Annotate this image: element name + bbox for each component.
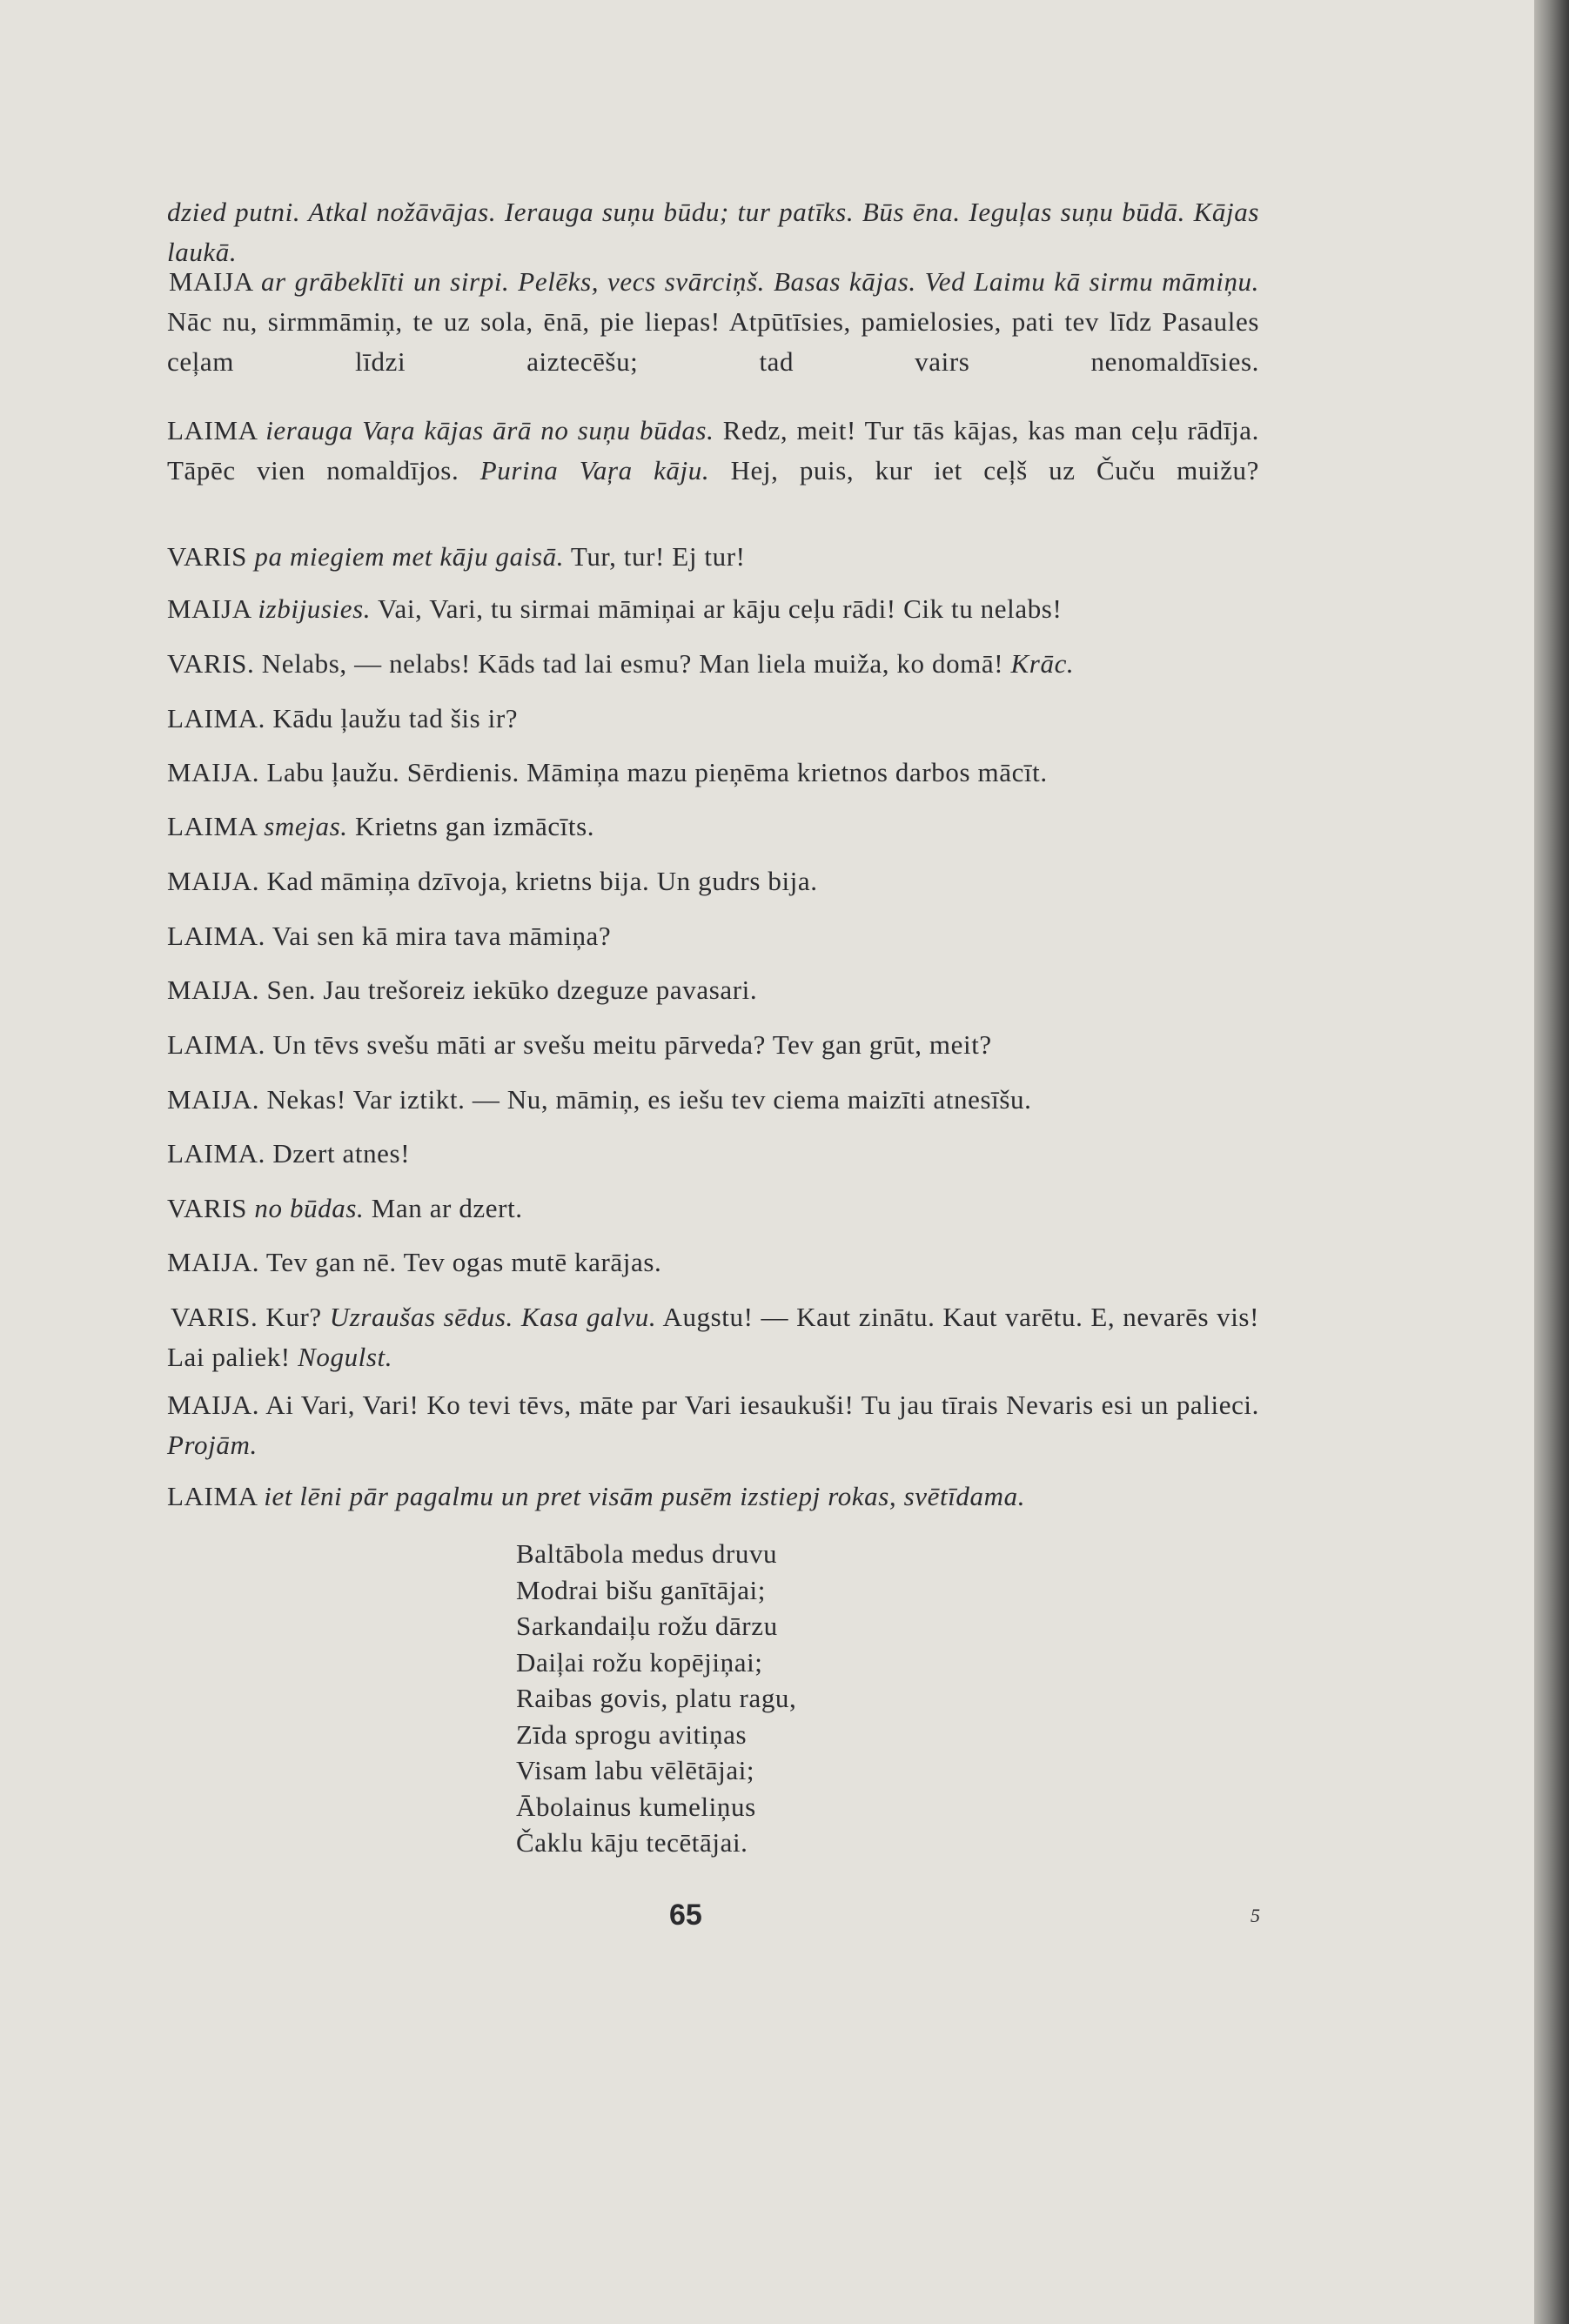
speech: Augstu! — Kaut zinātu. Kaut varētu. E, nevarēs vis! Lai paliek!: [167, 1302, 1259, 1372]
speaker-name: VARIS.: [171, 1302, 258, 1332]
speech: Dzert atnes!: [272, 1138, 411, 1169]
speech: Tev gan nē. Tev ogas mutē karājas.: [265, 1247, 662, 1277]
dialogue-paragraph: [167, 1385, 1259, 1465]
dialogue-paragraph: [167, 589, 1062, 629]
dialogue-paragraph: [167, 262, 1259, 382]
speech: Sen. Jau trešoreiz iekūko dzeguze pavasari.: [266, 974, 758, 1005]
stage-direction: Nogulst.: [298, 1342, 393, 1372]
speech: Vai sen kā mira tava māmiņa?: [272, 921, 612, 951]
dialogue-paragraph: [167, 1189, 523, 1229]
poem-verse: [516, 1536, 796, 1861]
speech: Kur?: [265, 1302, 322, 1332]
speaker-name: MAIJA.: [167, 1247, 260, 1277]
dialogue-paragraph: [167, 916, 611, 956]
speech: Kādu ļaužu tad šis ir?: [272, 703, 519, 733]
poem-line: Ābolainus kumeliņus: [516, 1791, 756, 1822]
poem-line: Čaklu kāju tecētājai.: [516, 1827, 748, 1858]
speaker-name: MAIJA: [169, 266, 253, 297]
speech: Un tēvs svešu māti ar svešu meitu pārveda? Tev gan grūt, meit?: [272, 1029, 992, 1060]
page-edge-shadow: [1534, 0, 1569, 2324]
stage-direction: dzied putni. Atkal nožāvājas. Ierauga suņu būdu; tur patīks. Būs ēna. Ieguļas suņu būdā. Kājas laukā.: [167, 197, 1259, 267]
speech: Hej, puis, kur iet ceļš uz Čuču muižu?: [730, 455, 1260, 486]
speaker-name: MAIJA: [167, 593, 251, 624]
speaker-name: MAIJA.: [167, 757, 260, 787]
speaker-name: MAIJA.: [167, 1084, 260, 1115]
dialogue-paragraph: [167, 411, 1259, 491]
stage-direction: ierauga Vaŗa kājas ārā no suņu būdas.: [265, 415, 714, 445]
poem-line: Raibas govis, platu ragu,: [516, 1683, 797, 1713]
speech: Nekas! Var iztikt. — Nu, māmiņ, es iešu tev ciema maizīti atnesīšu.: [266, 1084, 1032, 1115]
speaker-name: MAIJA.: [167, 974, 260, 1005]
poem-line: Sarkandaiļu rožu dārzu: [516, 1611, 778, 1641]
poem-line: Zīda sprogu avitiņas: [516, 1718, 748, 1750]
speaker-name: VARIS.: [167, 648, 255, 679]
dialogue-paragraph: [167, 1080, 1031, 1120]
stage-direction: no būdas.: [254, 1193, 365, 1223]
speech: Tur, tur! Ej tur!: [570, 541, 746, 572]
dialogue-paragraph: [167, 807, 594, 847]
stage-direction: smejas.: [264, 811, 348, 841]
signature-mark: 5: [1251, 1905, 1260, 1926]
speaker-name: LAIMA.: [167, 1029, 265, 1060]
stage-direction: izbijusies.: [258, 593, 372, 624]
dialogue-paragraph: [167, 861, 818, 901]
speaker-name: MAIJA.: [167, 1390, 260, 1420]
dialogue-paragraph: [167, 699, 518, 739]
stage-direction: pa miegiem met kāju gaisā.: [254, 541, 565, 572]
speech: Man ar dzert.: [371, 1193, 523, 1223]
dialogue-paragraph: [167, 753, 1048, 793]
speaker-name: LAIMA.: [167, 1138, 265, 1169]
speech: Vai, Vari, tu sirmai māmiņai ar kāju ceļu rādi! Cik tu nelabs!: [377, 593, 1063, 624]
speaker-name: VARIS: [167, 541, 248, 572]
stage-direction: ar grābeklīti un sirpi. Pelēks, vecs svārciņš. Basas kājas. Ved Laimu kā sirmu māmiņu.: [260, 266, 1259, 297]
stage-direction: Purina Vaŗa kāju.: [479, 455, 710, 486]
speaker-name: LAIMA.: [167, 921, 265, 951]
speaker-name: VARIS: [167, 1193, 248, 1223]
dialogue-paragraph: [167, 970, 757, 1010]
stage-direction: Projām.: [167, 1430, 258, 1460]
speaker-name: LAIMA: [167, 1481, 257, 1511]
dialogue-paragraph: [167, 1297, 1259, 1377]
speaker-name: LAIMA: [167, 415, 257, 445]
page-number: 65: [669, 1899, 702, 1932]
poem-line: Visam labu vēlētājai;: [516, 1755, 755, 1785]
speech: Kad māmiņa dzīvoja, krietns bija. Un gudrs bija.: [266, 866, 818, 896]
speech: Krietns gan izmācīts.: [354, 811, 595, 841]
dialogue-paragraph: [167, 537, 746, 577]
speaker-name: MAIJA.: [167, 866, 260, 896]
poem-line: Baltābola medus druvu: [516, 1538, 778, 1569]
speech: Ai Vari, Vari! Ko tevi tēvs, māte par Vari iesaukuši! Tu jau tīrais Nevaris esi un palieci.: [265, 1390, 1259, 1420]
stage-direction-paragraph: [167, 192, 1259, 272]
dialogue-paragraph: [167, 1242, 661, 1283]
poem-line: Daiļai rožu kopējiņai;: [516, 1646, 763, 1678]
stage-direction: Uzraušas sēdus. Kasa galvu.: [329, 1302, 657, 1332]
speaker-name: LAIMA: [167, 811, 257, 841]
stage-direction: iet lēni pār pagalmu un pret visām pusēm izstiepj rokas, svētīdama.: [264, 1481, 1026, 1511]
speech: Nāc nu, sirmmāmiņ, te uz sola, ēnā, pie liepas! Atpūtīsies, pamielosies, pati tev līdz Pasaules ceļam līdzi aiztecēšu; tad vairs nenomaldīsies.: [167, 306, 1259, 377]
speaker-name: LAIMA.: [167, 703, 265, 733]
speech: Redz, meit! Tur tās kājas, kas man ceļu rādīja. Tāpēc vien nomaldījos.: [167, 415, 1259, 486]
stage-direction: Krāc.: [1010, 648, 1075, 679]
dialogue-paragraph: [167, 1025, 992, 1065]
speech: Labu ļaužu. Sērdienis. Māmiņa mazu pieņēma krietnos darbos mācīt.: [266, 757, 1048, 787]
dialogue-paragraph: [167, 644, 1074, 684]
speech: Nelabs, — nelabs! Kāds tad lai esmu? Man liela muiža, ko domā!: [261, 648, 1004, 679]
dialogue-paragraph: [167, 1477, 1025, 1517]
dialogue-paragraph: [167, 1134, 410, 1174]
poem-line: Modrai bišu ganītājai;: [516, 1574, 766, 1605]
